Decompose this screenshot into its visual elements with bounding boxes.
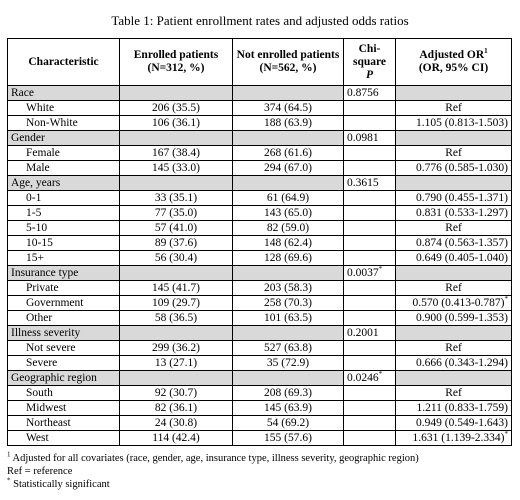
- chi-square-empty-cell: [344, 221, 396, 236]
- section-row: [8, 326, 512, 341]
- row-label: 1-5: [8, 206, 120, 221]
- adjusted-or-value: Ref: [445, 222, 462, 234]
- footnote-text: Adjusted for all covariates (race, gender, age, insurance type, illness severity, geographic region): [12, 453, 419, 464]
- p-value: 0.2001: [347, 327, 379, 339]
- section-empty-cell: [120, 176, 233, 191]
- section-empty-cell: [396, 326, 512, 341]
- adjusted-or-value: 0.570 (0.413-0.787): [412, 297, 505, 309]
- row-label: Not severe: [8, 341, 120, 356]
- adjusted-or-value: 1.631 (1.139-2.334): [412, 432, 505, 444]
- adjusted-or-value: 0.790 (0.455-1.371): [416, 192, 508, 204]
- not-enrolled-value: 143 (65.0): [233, 206, 344, 221]
- table-row: [8, 386, 512, 401]
- adjusted-or-value: 0.831 (0.533-1.297): [416, 207, 508, 219]
- section-title: Age, years: [8, 176, 120, 191]
- adjusted-or-value: 0.776 (0.585-1.030): [416, 162, 508, 174]
- not-enrolled-value: 148 (62.4): [233, 236, 344, 251]
- chi-square-empty-cell: [344, 251, 396, 266]
- enrollment-table: [7, 38, 512, 446]
- section-empty-cell: [396, 371, 512, 386]
- row-label: Private: [8, 281, 120, 296]
- section-empty-cell: [233, 131, 344, 146]
- section-empty-cell: [396, 86, 512, 101]
- footnotes: [7, 452, 419, 491]
- row-label: 10-15: [8, 236, 120, 251]
- enrolled-value: 82 (36.1): [120, 401, 233, 416]
- section-chi-square-p: [344, 326, 396, 341]
- chi-square-empty-cell: [344, 386, 396, 401]
- section-chi-square-p: [344, 176, 396, 191]
- table-row: [8, 116, 512, 131]
- chi-square-empty-cell: [344, 431, 396, 446]
- footnote-text: Statistically significant: [13, 479, 110, 490]
- enrolled-value: 109 (29.7): [120, 296, 233, 311]
- chi-square-empty-cell: [344, 341, 396, 356]
- enrolled-value: 145 (33.0): [120, 161, 233, 176]
- header-or-ci: (OR, 95% CI): [418, 62, 489, 74]
- section-empty-cell: [233, 266, 344, 281]
- enrolled-value: 24 (30.8): [120, 416, 233, 431]
- p-value: 0.0246: [347, 372, 379, 384]
- table-row: [8, 251, 512, 266]
- significance-marker: *: [504, 430, 508, 439]
- row-label: Northeast: [8, 416, 120, 431]
- not-enrolled-value: 101 (63.5): [233, 311, 344, 326]
- not-enrolled-value: 374 (64.5): [233, 101, 344, 116]
- section-row: [8, 131, 512, 146]
- chi-square-empty-cell: [344, 416, 396, 431]
- adjusted-or-cell: [396, 221, 512, 236]
- p-value: 0.0981: [347, 132, 379, 144]
- section-empty-cell: [233, 326, 344, 341]
- chi-square-empty-cell: [344, 116, 396, 131]
- significance-marker: *: [378, 370, 383, 379]
- not-enrolled-value: 61 (64.9): [233, 191, 344, 206]
- row-label: Female: [8, 146, 120, 161]
- table-row: [8, 311, 512, 326]
- section-empty-cell: [396, 176, 512, 191]
- section-chi-square-p: [344, 86, 396, 101]
- section-empty-cell: [396, 131, 512, 146]
- enrolled-value: 57 (41.0): [120, 221, 233, 236]
- adjusted-or-cell: [396, 251, 512, 266]
- p-value: 0.3615: [347, 177, 379, 189]
- section-empty-cell: [396, 266, 512, 281]
- enrolled-value: 92 (30.7): [120, 386, 233, 401]
- p-value: 0.8756: [347, 87, 379, 99]
- adjusted-or-cell: [396, 191, 512, 206]
- table-row: [8, 401, 512, 416]
- chi-square-empty-cell: [344, 296, 396, 311]
- section-empty-cell: [120, 326, 233, 341]
- row-label: 0-1: [8, 191, 120, 206]
- section-row: [8, 371, 512, 386]
- significance-marker: *: [378, 265, 383, 274]
- chi-square-empty-cell: [344, 356, 396, 371]
- row-label: 5-10: [8, 221, 120, 236]
- adjusted-or-cell: [396, 416, 512, 431]
- enrolled-value: 114 (42.4): [120, 431, 233, 446]
- not-enrolled-value: 188 (63.9): [233, 116, 344, 131]
- section-empty-cell: [120, 371, 233, 386]
- row-label: Non-White: [8, 116, 120, 131]
- section-chi-square-p: [344, 266, 396, 281]
- section-chi-square-p: [344, 371, 396, 386]
- adjusted-or-value: 1.105 (0.813-1.503): [416, 117, 508, 129]
- chi-square-empty-cell: [344, 206, 396, 221]
- enrolled-value: 167 (38.4): [120, 146, 233, 161]
- footnote: [7, 452, 419, 465]
- chi-square-empty-cell: [344, 401, 396, 416]
- footnote-marker: 1: [7, 450, 11, 459]
- p-value: 0.0037: [347, 267, 379, 279]
- not-enrolled-value: 258 (70.3): [233, 296, 344, 311]
- table-row: [8, 281, 512, 296]
- enrolled-value: 145 (41.7): [120, 281, 233, 296]
- enrolled-value: 106 (36.1): [120, 116, 233, 131]
- adjusted-or-cell: [396, 101, 512, 116]
- section-title: Gender: [8, 131, 120, 146]
- table-caption: Table 1: Patient enrollment rates and adjusted odds ratios: [111, 13, 409, 28]
- section-row: [8, 176, 512, 191]
- adjusted-or-cell: [396, 341, 512, 356]
- footnote: [7, 465, 419, 478]
- table-row: [8, 416, 512, 431]
- table-row: [8, 356, 512, 371]
- significance-marker: *: [504, 295, 508, 304]
- adjusted-or-value: 0.949 (0.549-1.643): [416, 417, 508, 429]
- not-enrolled-value: 527 (63.8): [233, 341, 344, 356]
- row-label: Male: [8, 161, 120, 176]
- table-row: [8, 161, 512, 176]
- row-label: 15+: [8, 251, 120, 266]
- row-label: West: [8, 431, 120, 446]
- adjusted-or-cell: [396, 281, 512, 296]
- enrolled-value: 299 (36.2): [120, 341, 233, 356]
- adjusted-or-cell: [396, 356, 512, 371]
- adjusted-or-value: Ref: [445, 387, 462, 399]
- row-label: South: [8, 386, 120, 401]
- enrolled-value: 89 (37.6): [120, 236, 233, 251]
- section-title: Geographic region: [8, 371, 120, 386]
- adjusted-or-cell: [396, 431, 512, 446]
- row-label: Government: [8, 296, 120, 311]
- header-chi-square: [344, 39, 396, 86]
- adjusted-or-value: Ref: [445, 282, 462, 294]
- section-empty-cell: [233, 176, 344, 191]
- section-empty-cell: [233, 371, 344, 386]
- adjusted-or-value: 0.666 (0.343-1.294): [416, 357, 508, 369]
- header-or-label: Adjusted OR: [419, 49, 485, 61]
- row-label: White: [8, 101, 120, 116]
- header-not-enrolled: Not enrolled patients (N=562, %): [233, 39, 344, 86]
- adjusted-or-value: 0.649 (0.405-1.040): [416, 252, 508, 264]
- table-header-row: [8, 39, 512, 86]
- table-row: [8, 341, 512, 356]
- adjusted-or-cell: [396, 386, 512, 401]
- adjusted-or-cell: [396, 206, 512, 221]
- not-enrolled-value: 294 (67.0): [233, 161, 344, 176]
- section-empty-cell: [120, 86, 233, 101]
- adjusted-or-value: Ref: [445, 102, 462, 114]
- header-characteristic: Characteristic: [8, 39, 120, 86]
- chi-square-empty-cell: [344, 236, 396, 251]
- adjusted-or-value: 1.211 (0.833-1.759): [416, 402, 508, 414]
- section-empty-cell: [233, 86, 344, 101]
- table-row: [8, 101, 512, 116]
- table-row: [8, 296, 512, 311]
- adjusted-or-cell: [396, 401, 512, 416]
- row-label: Other: [8, 311, 120, 326]
- adjusted-or-value: Ref: [445, 342, 462, 354]
- not-enrolled-value: 82 (59.0): [233, 221, 344, 236]
- chi-square-empty-cell: [344, 146, 396, 161]
- table-row: [8, 146, 512, 161]
- table-row: [8, 221, 512, 236]
- table-row: [8, 431, 512, 446]
- not-enrolled-value: 128 (69.6): [233, 251, 344, 266]
- section-title: Race: [8, 86, 120, 101]
- table-row: [8, 191, 512, 206]
- not-enrolled-value: 54 (69.2): [233, 416, 344, 431]
- chi-square-empty-cell: [344, 161, 396, 176]
- section-row: [8, 266, 512, 281]
- enrolled-value: 33 (35.1): [120, 191, 233, 206]
- not-enrolled-value: 145 (63.9): [233, 401, 344, 416]
- adjusted-or-cell: [396, 296, 512, 311]
- header-adjusted-or: [396, 39, 512, 86]
- enrolled-value: 77 (35.0): [120, 206, 233, 221]
- not-enrolled-value: 35 (72.9): [233, 356, 344, 371]
- adjusted-or-value: 0.900 (0.599-1.353): [416, 312, 508, 324]
- adjusted-or-cell: [396, 161, 512, 176]
- adjusted-or-cell: [396, 311, 512, 326]
- row-label: Midwest: [8, 401, 120, 416]
- not-enrolled-value: 203 (58.3): [233, 281, 344, 296]
- adjusted-or-cell: [396, 116, 512, 131]
- row-label: Severe: [8, 356, 120, 371]
- section-empty-cell: [120, 131, 233, 146]
- adjusted-or-cell: [396, 236, 512, 251]
- not-enrolled-value: 208 (69.3): [233, 386, 344, 401]
- table-row: [8, 236, 512, 251]
- header-chi-label: Chi-square: [352, 42, 387, 68]
- footnote-text: Ref = reference: [7, 466, 73, 477]
- enrolled-value: 56 (30.4): [120, 251, 233, 266]
- enrolled-value: 13 (27.1): [120, 356, 233, 371]
- footnote-marker: *: [7, 476, 11, 485]
- enrolled-value: 206 (35.5): [120, 101, 233, 116]
- adjusted-or-value: Ref: [445, 147, 462, 159]
- chi-square-empty-cell: [344, 281, 396, 296]
- chi-square-empty-cell: [344, 101, 396, 116]
- adjusted-or-value: 0.874 (0.563-1.357): [416, 237, 508, 249]
- section-title: Illness severity: [8, 326, 120, 341]
- enrolled-value: 58 (36.5): [120, 311, 233, 326]
- not-enrolled-value: 155 (57.6): [233, 431, 344, 446]
- section-empty-cell: [120, 266, 233, 281]
- section-chi-square-p: [344, 131, 396, 146]
- not-enrolled-value: 268 (61.6): [233, 146, 344, 161]
- footnote: [7, 478, 419, 491]
- header-or-footnote-marker: 1: [484, 47, 488, 56]
- section-title: Insurance type: [8, 266, 120, 281]
- chi-square-empty-cell: [344, 191, 396, 206]
- adjusted-or-cell: [396, 146, 512, 161]
- header-chi-p: P: [365, 68, 374, 81]
- chi-square-empty-cell: [344, 311, 396, 326]
- section-row: [8, 86, 512, 101]
- header-enrolled: Enrolled patients (N=312, %): [120, 39, 233, 86]
- table-row: [8, 206, 512, 221]
- table-body: [8, 86, 512, 446]
